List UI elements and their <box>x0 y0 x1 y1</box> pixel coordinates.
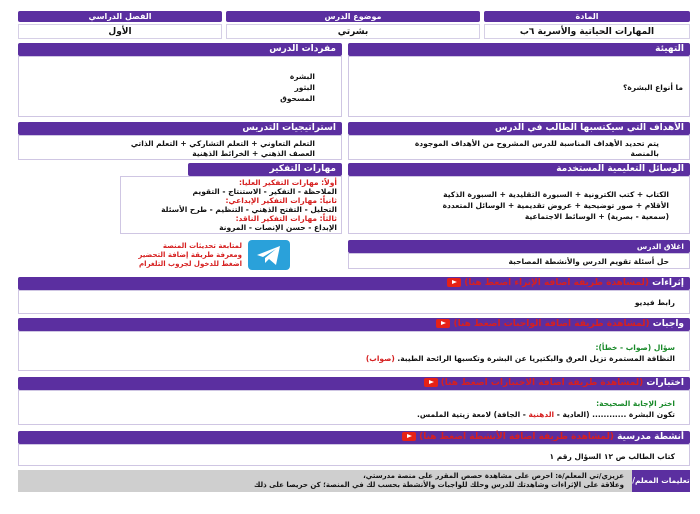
thinking-title: مهارات التفكير <box>188 163 342 176</box>
thinking-line-1: الملاحظة - التفكير - الاستنتاج - التقويم <box>192 187 337 196</box>
enrichment-panel <box>18 290 690 314</box>
homework-question-label: سؤال (صواب - خطأ): <box>595 343 675 352</box>
goals-line-2: بالمنصة <box>630 149 659 158</box>
enrichment-header <box>18 277 690 290</box>
goals-line-1: يتم تحديد الأهداف المناسبة للدرس المشروح من الأهداف الموجودة <box>414 139 659 148</box>
activities-title: أنشطة مدرسية <box>617 432 684 442</box>
goals-panel <box>348 135 690 160</box>
homework-answer: (صواب) <box>365 354 395 363</box>
subject-label: المادة <box>484 11 690 22</box>
tests-title: اختبارات <box>646 378 684 388</box>
strategies-line-2: العصف الذهني + الخرائط الذهنية <box>192 149 315 158</box>
tests-question-label: اختر الإجابة الصحيحة: <box>596 399 675 408</box>
tests-question-prefix: تكون البشرة ............ (العادية - <box>556 410 675 419</box>
activities-header <box>18 431 690 444</box>
vocab-title: مفردات الدرس <box>18 43 342 56</box>
youtube-icon[interactable] <box>436 319 450 328</box>
youtube-icon[interactable] <box>447 278 461 287</box>
strategies-line-1: التعلم التعاوني + التعلم التشاركي + التعلم الذاتي <box>130 139 315 148</box>
telegram-icon[interactable] <box>248 240 290 270</box>
closing-text: حل أسئلة تقويم الدرس والأنشطة المصاحبة <box>508 257 669 266</box>
homework-question <box>75 353 675 364</box>
tools-panel <box>348 176 690 234</box>
activities-text: كتاب الطالب ص ١٢ السؤال رقم ١ <box>549 452 675 461</box>
thinking-line-3: الإبداع - حسن الإنصات - المرونة <box>219 223 337 232</box>
tests-panel <box>18 390 690 425</box>
telegram-line-3[interactable]: اضغط للدخول لجروب التلغرام <box>139 260 242 268</box>
footer-line-1: عزيزي/تي المعلم/ة: احرص على مشاهدة حصص المقرر على منصة مدرستي، <box>363 472 624 480</box>
tests-question <box>75 409 675 420</box>
strategies-panel <box>18 135 342 160</box>
vocab-panel <box>18 56 342 117</box>
intro-title: التهيئة <box>348 43 690 56</box>
youtube-icon[interactable] <box>402 432 416 441</box>
subject-value: المهارات الحياتية والأسرية ٦ب <box>484 24 690 39</box>
telegram-line-1[interactable]: لمتابعة تحديثات المنصة <box>162 242 242 250</box>
strategies-title: استراتيجيات التدريس <box>18 122 342 135</box>
youtube-icon[interactable] <box>424 378 438 387</box>
tools-line-3: (سمعية - بصرية) + الوسائط الاجتماعية <box>524 212 669 221</box>
semester-value: الأول <box>18 24 222 39</box>
tests-link[interactable]: (لمشاهدة طريقة اضافة الاختبارات اضغط هنا) <box>440 378 644 388</box>
thinking-heading-2: ثانياً: مهارات التفكير الإبداعي: <box>225 196 337 205</box>
tests-header <box>18 377 690 390</box>
telegram-line-2[interactable]: ومعرفة طريقة إضافة التحضير <box>138 251 242 259</box>
topic-label: موضوع الدرس <box>226 11 480 22</box>
homework-link[interactable]: (لمشاهدة طريقة اضافة الواجبات اضغط هنا) <box>453 319 650 329</box>
thinking-heading-3: ثالثاً: مهارات التفكير الناقد: <box>235 214 337 223</box>
tools-title: الوسائل التعليمية المستخدمة <box>348 163 690 176</box>
thinking-heading-1: أولاً: مهارات التفكير العليا: <box>239 178 337 187</box>
homework-question-text: النظافة المستمرة تزيل العرق والبكتيريا عن البشرة وتكسبها الرائحة الطيبة. <box>397 354 675 363</box>
activities-link[interactable]: (لمشاهدة طريقة اضافة الأنشطة اضغط هنا) <box>419 432 614 442</box>
enrichment-title: إثراءات <box>652 278 684 288</box>
enrichment-link[interactable]: (لمشاهدة طريقة اضافة الإثراء اضغط هنا) <box>464 278 649 288</box>
tools-line-1: الكتاب + كتب الكترونية + السبورة التقليدية + السبورة الذكية <box>443 190 669 199</box>
activities-panel <box>18 444 690 466</box>
semester-label: الفصل الدراسي <box>18 11 222 22</box>
vocab-item: البشرة <box>289 72 315 81</box>
intro-text: ما أنواع البشرة؟ <box>623 83 683 92</box>
closing-panel <box>348 253 690 269</box>
tests-question-suffix: - الجافة) لامعة زيتية الملمس. <box>417 410 526 419</box>
topic-value: بشرتي <box>226 24 480 39</box>
closing-title: اغلاق الدرس <box>348 240 690 253</box>
goals-title: الأهداف التي سيكتسبها الطالب في الدرس <box>348 122 690 135</box>
thinking-line-2: التحليل - التفتح الذهني - التنظيم - طرح الأسئلة <box>161 205 337 214</box>
enrichment-text[interactable]: رابط فيديو <box>634 298 675 307</box>
tools-line-2: الأقلام + صور توضيحية + عروض تقديمية + الوسائل المتعددة <box>442 201 669 210</box>
vocab-item: المسحوق <box>280 94 315 103</box>
vocab-item: البثور <box>294 83 315 92</box>
footer-label: تعليمات المعلم/ة <box>632 470 690 492</box>
homework-panel <box>18 331 690 371</box>
footer-line-2: وعلاقة على الإثراءات وشاهدتك للدرس وحلك للواجبات والأنشطة بحسب لك في المنصة؛ كن حريصا على ذلك <box>254 481 624 489</box>
thinking-panel <box>120 176 342 234</box>
footer-bar <box>18 470 690 507</box>
tests-answer: الدهنية <box>528 410 555 419</box>
homework-title: واجبات <box>652 319 684 329</box>
telegram-promo[interactable] <box>120 238 342 272</box>
intro-panel <box>348 56 690 117</box>
homework-header <box>18 318 690 331</box>
